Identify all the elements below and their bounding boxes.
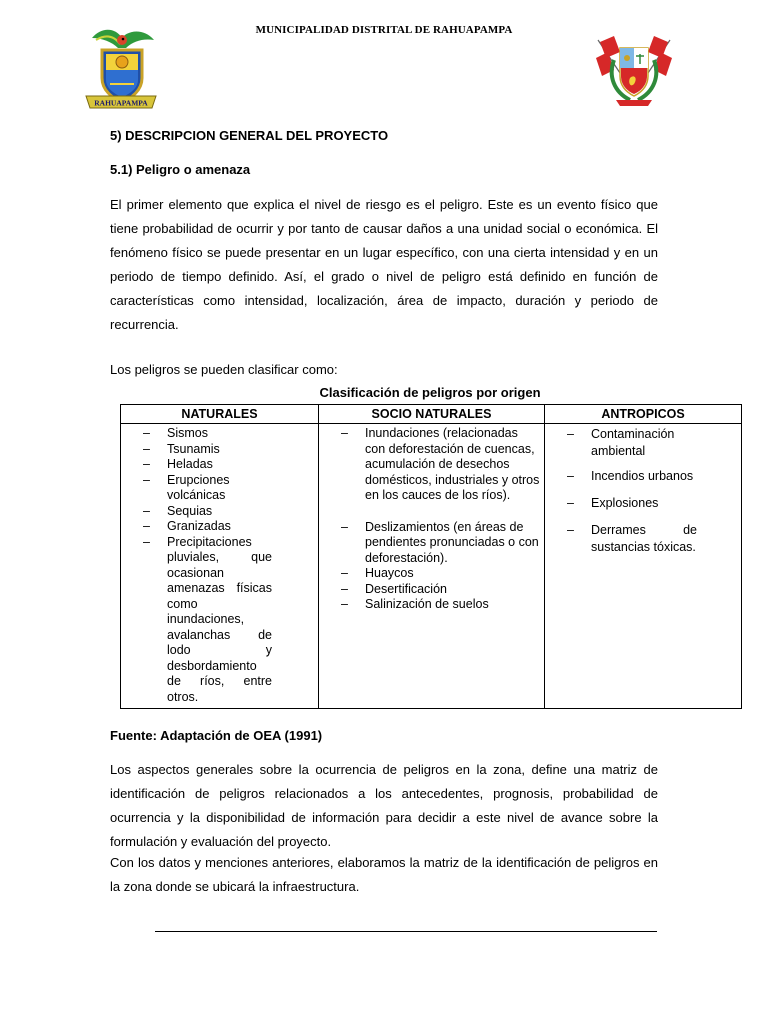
cell-naturales — [121, 424, 319, 709]
hazard-classification-table — [120, 404, 742, 709]
list-item: – Huaycos — [319, 566, 540, 582]
cell-socio-naturales — [319, 424, 545, 709]
header-antropicos: ANTROPICOS — [545, 405, 742, 424]
list-item: – Derrames de sustancias tóxicas. — [545, 522, 737, 556]
crest-banner-text: RAHUAPAMPA — [94, 98, 148, 108]
table-header-row — [121, 405, 742, 424]
peru-coat-of-arms-icon — [590, 30, 678, 110]
paragraph-classification-lead: Los peligros se pueden clasificar como: — [110, 362, 338, 377]
section-heading: 5) DESCRIPCION GENERAL DEL PROYECTO — [110, 128, 389, 143]
table-row — [121, 424, 742, 709]
list-item: – Granizadas — [121, 519, 314, 535]
list-item: – Desertificación — [319, 582, 540, 598]
table-source: Fuente: Adaptación de OEA (1991) — [110, 728, 323, 743]
list-item: – Precipitaciones pluviales, que ocasionan amenazas físicas como inundaciones, avalanchas de lodo y desbordamiento de ríos, entre otros. — [121, 535, 314, 706]
list-item: – Incendios urbanos — [545, 468, 737, 485]
list-item: – Sequias — [121, 504, 314, 520]
header-socio-naturales: SOCIO NATURALES — [319, 405, 545, 424]
paragraph-intro: El primer elemento que explica el nivel de riesgo es el peligro. Este es un evento físico que tiene probabilidad de ocurrir y por tanto de causar daños a una unidad social o económica. El fenómeno físico se puede presentar en un lugar específico, con una cierta intensidad y en un periodo de tiempo definido. Así, el grado o nivel de peligro está definido en función de características como intensidad, localización, área de impacto, duración y periodo de recurrencia. — [110, 197, 658, 332]
list-item: – Deslizamientos (en áreas de pendientes pronunciadas o con deforestación). — [319, 520, 540, 567]
paragraph-aspects: Los aspectos generales sobre la ocurrencia de peligros en la zona, define una matriz de identificación de peligros relacionados a los antecedentes, prognosis, probabilidad de ocurrencia y la disponibilidad de información para decidir a este nivel de avance sobre la formulación y evaluación del proyecto. — [110, 762, 658, 849]
paragraph-conclusion: Con los datos y menciones anteriores, elaboramos la matriz de la identificación de peligros en la zona donde se ubicará la infraestructura. — [110, 855, 658, 894]
table-caption: Clasificación de peligros por origen — [319, 385, 541, 400]
list-item: – Explosiones — [545, 495, 737, 512]
cell-antropicos — [545, 424, 742, 709]
list-item: – Salinización de suelos — [319, 597, 540, 613]
list-item: – Contaminación ambiental — [545, 426, 737, 460]
list-item: – Sismos — [121, 426, 314, 442]
footer-rule — [155, 931, 657, 932]
list-item: – Heladas — [121, 457, 314, 473]
list-item: – Inundaciones (relacionadas con deforestación de cuencas, acumulación de desechos domésticos, industriales y otros en los cauces de los ríos). — [319, 426, 540, 504]
district-crest-icon — [82, 24, 160, 110]
list-item: – Tsunamis — [121, 442, 314, 458]
list-item: – Erupciones volcánicas — [121, 473, 314, 504]
header-naturales: NATURALES — [121, 405, 319, 424]
section-subheading: 5.1) Peligro o amenaza — [110, 162, 251, 177]
header-title: MUNICIPALIDAD DISTRITAL DE RAHUAPAMPA — [255, 24, 513, 36]
